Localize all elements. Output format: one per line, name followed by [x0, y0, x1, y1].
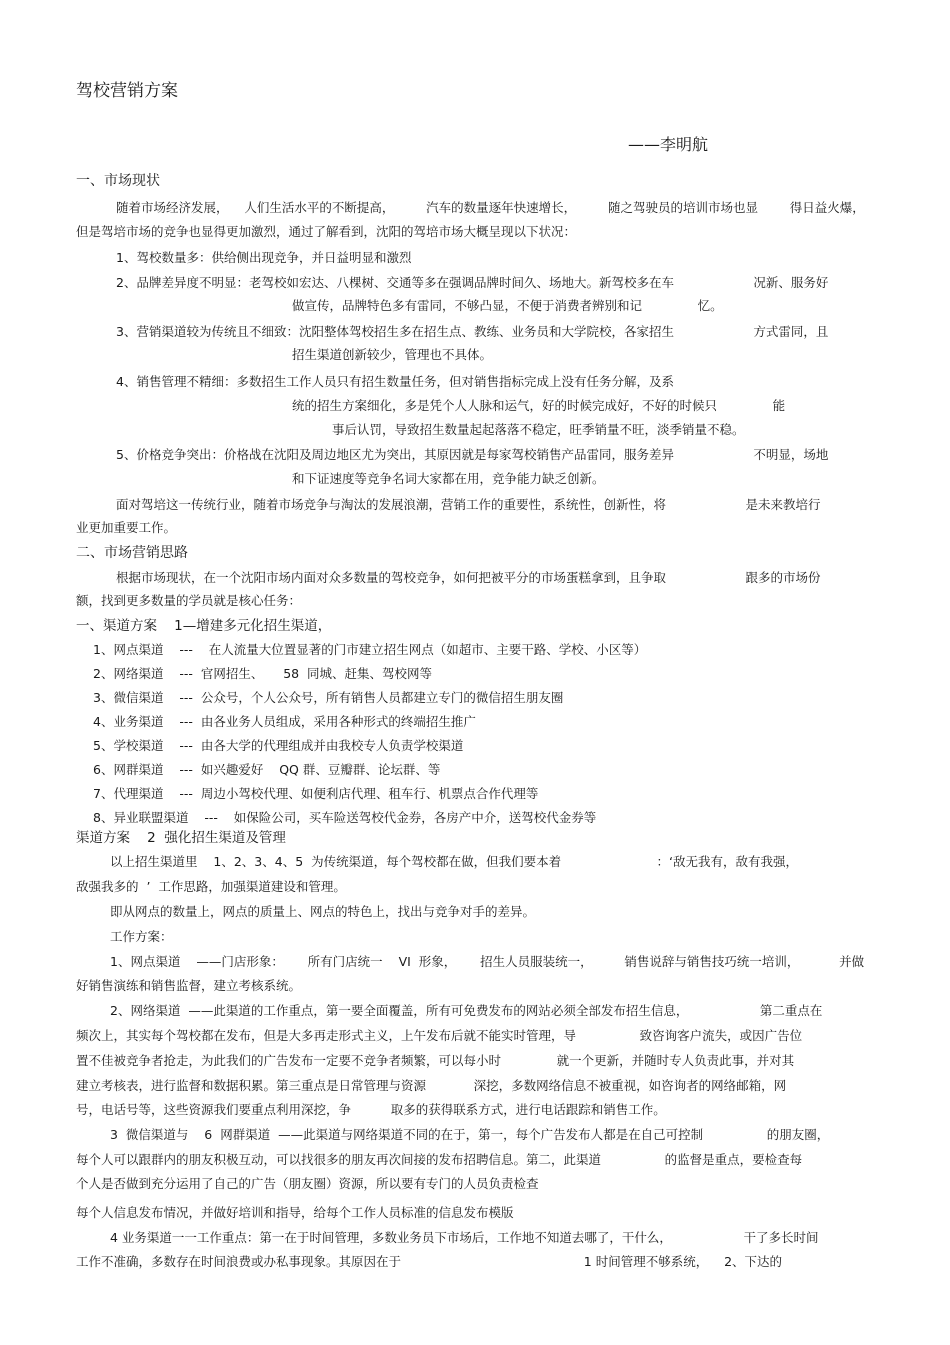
status-item-4: 4、销售管理不精细：多数招生工作人员只有招生数量任务，但对销售指标完成上没有任务分解，及系: [116, 374, 674, 389]
plan2-line: 即从网点的数量上，网点的质量上、网点的特色上，找出与竞争对手的差异。: [110, 904, 536, 919]
status-item-4-cont: 事后认罚，导致招生数量起起落落不稳定，旺季销量不旺，淡季销量不稳。: [332, 422, 745, 437]
channel-item: 5、学校渠道 --- 由各大学的代理组成并由我校专人负责学校渠道: [93, 738, 464, 753]
plan2-line: 个人是否做到充分运用了自己的广告（朋友圈）资源，所以要有专门的人员负责检查: [76, 1176, 539, 1191]
paragraph-line: 根据市场现状，在一个沈阳市场内面对众多数量的驾校竞争，如何把被平分的市场蛋糕拿到，且争取 跟多的市场份: [116, 570, 821, 585]
status-item-4-cont: 统的招生方案细化，多是凭个人人脉和运气，好的时候完成好，不好的时候只 能: [292, 398, 786, 413]
plan2-line: 建立考核表，进行监督和数据积累。第三重点是日常管理与资源 深挖，多数网络信息不被重视，如咨询者的网络邮箱，网: [76, 1078, 787, 1093]
channel-item: 3、微信渠道 --- 公众号，个人公众号，所有销售人员都建立专门的微信招生朋友圈: [93, 690, 564, 705]
channel-item: 2、网络渠道 --- 官网招生、 58 同城、赶集、驾校网等: [93, 666, 433, 681]
plan2-line: 工作方案：: [110, 929, 173, 944]
paragraph-line: 但是驾培市场的竞争也显得更加激烈，通过了解看到，沈阳的驾培市场大概呈现以下状况：: [76, 224, 577, 239]
paragraph-line: 业更加重要工作。: [76, 520, 177, 535]
status-item-2-cont: 做宣传，品牌特色多有雷同，不够凸显，不便于消费者辨别和记 忆。: [292, 298, 723, 313]
paragraph-line: 额，找到更多数量的学员就是核心任务：: [76, 593, 302, 608]
plan2-line: 每个人信息发布情况，并做好培训和指导，给每个工作人员标准的信息发布模版: [76, 1205, 514, 1220]
paragraph-line: 面对驾培这一传统行业，随着市场竞争与淘汰的发展浪潮，营销工作的重要性，系统性，创新性，将 是未来教培行: [116, 497, 821, 512]
status-item-1: 1、驾校数量多：供给侧出现竞争，并日益明显和激烈: [116, 250, 412, 265]
plan2-line: 工作不准确，多数存在时间浪费或办私事现象。其原因在于 1 时间管理不够系统， 2、下达的: [76, 1254, 783, 1269]
plan2-line: 号，电话号等，这些资源我们要重点利用深挖，争 取多的获得联系方式，进行电话跟踪和销售工作。: [76, 1102, 666, 1117]
channel-item: 7、代理渠道 --- 周边小驾校代理、如便利店代理、租车行、机票点合作代理等: [93, 786, 539, 801]
plan2-line: 以上招生渠道里 1、2、3、4、5 为传统渠道，每个驾校都在做，但我们要本着 ：‘敌无我有，敌有我强，: [110, 854, 798, 869]
plan2-line: 置不佳被竞争者抢走，为此我们的广告发布一定要不竞争者频繁，可以每小时 就一个更新，并随时专人负责此事，并对其: [76, 1053, 795, 1068]
author-line: ——李明航: [628, 135, 709, 154]
status-item-3: 3、营销渠道较为传统且不细致：沈阳整体驾校招生多在招生点、教练、业务员和大学院校，各家招生 方式雷同，且: [116, 324, 829, 339]
plan2-line: 每个人可以跟群内的朋友积极互动，可以找很多的朋友再次间接的发布招聘信息。第二，此渠道 的监督是重点，要检查每: [76, 1152, 803, 1167]
status-item-5: 5、价格竞争突出：价格战在沈阳及周边地区尤为突出，其原因就是每家驾校销售产品雷同，服务差异 不明显，场地: [116, 447, 829, 462]
section-heading-marketing-ideas: 二、市场营销思路: [76, 545, 188, 561]
paragraph-line: 随着市场经济发展， 人们生活水平的不断提高， 汽车的数量逐年快速增长， 随之驾驶员的培训市场也显 得日益火爆，: [116, 200, 865, 215]
status-item-3-cont: 招生渠道创新较少，管理也不具体。: [292, 347, 493, 362]
channel-item: 8、异业联盟渠道 --- 如保险公司，买车险送驾校代金券，各房产中介，送驾校代金券等: [93, 810, 597, 825]
section-heading-market-status: 一、市场现状: [76, 173, 160, 189]
channel-item: 1、网点渠道 --- 在人流量大位置显著的门市建立招生网点（如超市、主要干路、学校、小区等）: [93, 642, 647, 657]
plan1-heading: 一、渠道方案 1—增建多元化招生渠道，: [76, 618, 332, 634]
plan2-line: 频次上，其实每个驾校都在发布，但是大多再走形式主义，上午发布后就不能实时管理，导 致咨询客户流失，或因广告位: [76, 1028, 803, 1043]
plan2-line: 敌强我多的 ’ 工作思路，加强渠道建设和管理。: [76, 879, 346, 894]
plan2-line: 1、网点渠道 ——门店形象： 所有门店统一 VI 形象， 招生人员服装统一， 销售说辞与销售技巧统一培训， 并做: [110, 954, 865, 969]
plan2-line: 2、网络渠道 ——此渠道的工作重点，第一要全面覆盖，所有可免费发布的网站必须全部发布招生信息， 第二重点在: [110, 1003, 823, 1018]
plan2-line: 3 微信渠道与 6 网群渠道 ——此渠道与网络渠道不同的在于，第一，每个广告发布人都是在自己可控制 的朋友圈，: [110, 1127, 830, 1142]
document-title: 驾校营销方案: [76, 81, 178, 101]
plan2-line: 4 业务渠道一一工作重点：第一在于时间管理，多数业务员下市场后，工作地不知道去哪了，干什么， 干了多长时间: [110, 1230, 819, 1245]
status-item-2: 2、品牌差异度不明显：老驾校如宏达、八棵树、交通等多在强调品牌时间久、场地大。新驾校多在车 况新、服务好: [116, 275, 829, 290]
plan2-heading: 渠道方案 2 强化招生渠道及管理: [76, 830, 286, 846]
channel-item: 6、网群渠道 --- 如兴趣爱好 QQ 群、豆瓣群、论坛群、等: [93, 762, 441, 777]
plan2-line: 好销售演练和销售监督，建立考核系统。: [76, 978, 302, 993]
channel-item: 4、业务渠道 --- 由各业务人员组成，采用各种形式的终端招生推广: [93, 714, 476, 729]
status-item-5-cont: 和下证速度等竞争名词大家都在用，竞争能力缺乏创新。: [292, 471, 605, 486]
